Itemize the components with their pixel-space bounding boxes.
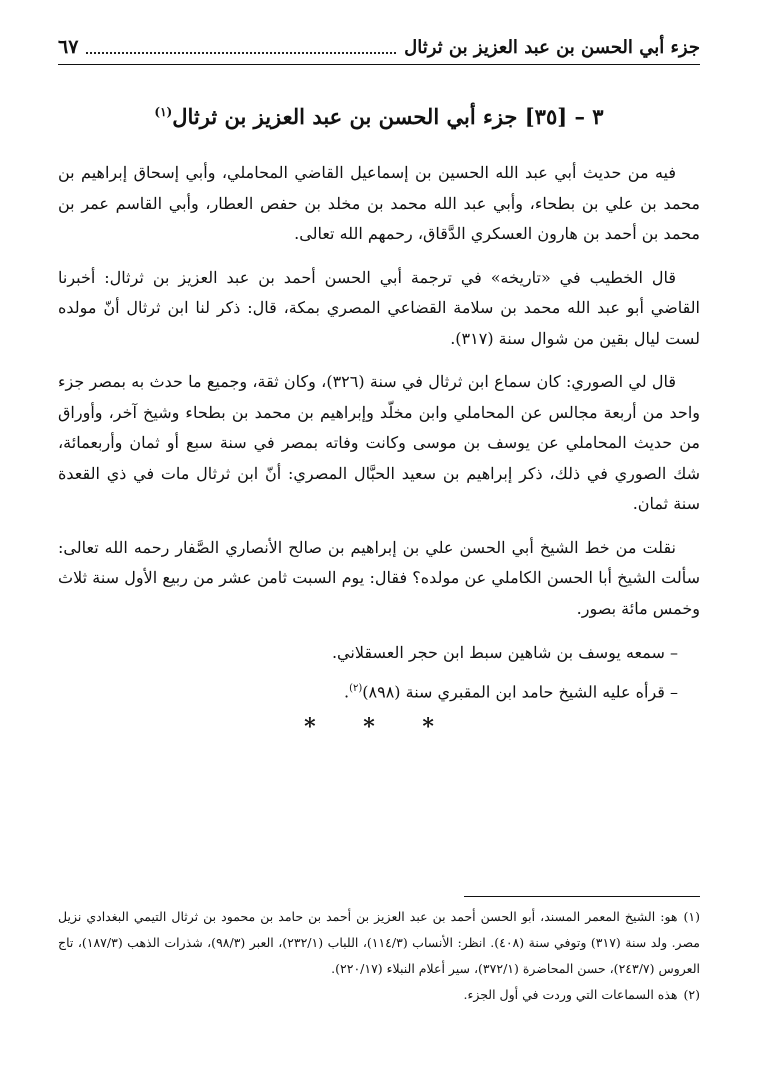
section-separator-stars: * * * [304,714,454,741]
running-header [58,30,700,65]
footnote-divider [464,896,700,897]
running-title: جزء أبي الحسن بن عبد العزيز بن ثرثال [404,36,700,58]
paragraph: فيه من حديث أبي عبد الله الحسين بن إسماعيل القاضي المحاملي، وأبي إسحاق إبراهيم بن محمد بن علي بن بطحاء، وأبي عبد الله محمد بن مخلد بن حفص العطار، وأبي القاسم عمر بن محمد بن أحمد بن هارون العسكري الدَّقاق، رحمهم الله تعالى. [58,163,700,243]
footnote-number: (٢) [683,987,700,1002]
footnote [58,982,700,1008]
footnote-text: هو: الشيخ المعمر المسند، أبو الحسن أحمد بن عبد العزيز بن أحمد بن حامد بن محمود بن ثرثال التيمي البغدادي نزيل مصر. ولد سنة (٣١٧) وتوفي سنة (٤٠٨). انظر: الأنساب (١١٤/٣)، اللباب (٢٣٢/١)، العبر (٩٨/٣)، شذرات الذهب (١٨٧/٣)، تاج العروس (٢٤٣/٧)، حسن المحاضرة (٣٧٢/١)، سير أعلام النبلاء (٢٢٠/١٧). [58,909,700,976]
body-text [58,158,700,743]
paragraph: نقلت من خط الشيخ أبي الحسن علي بن إبراهيم بن صالح الأنصاري الصَّفار رحمه الله تعالى: سألت الشيخ أبا الحسن الكاملي عن مولده؟ فقال: يوم السبت ثامن عشر من ربيع الأول سنة ثلاث وخمس مائة بصور. [58,537,700,618]
section-heading-text: ٣ – [٣٥] جزء أبي الحسن بن عبد العزيز بن ثرثال [172,104,604,129]
footnotes [58,904,700,1008]
footnote [58,904,700,982]
list-item [58,671,700,710]
page-number: ٦٧ [58,36,79,58]
section-heading [58,104,700,129]
footnote-number: (١) [683,909,700,924]
bullet-footnote-ref: (٢) [349,683,363,694]
list-item [58,635,700,671]
footnote-text: هذه السماعات التي وردت في أول الجزء. [463,987,678,1002]
heading-footnote-ref: (١) [154,105,173,119]
audition-list [58,635,700,710]
dot-leader [86,40,396,54]
list-item-text: – قرأه عليه الشيخ حامد ابن المقبري سنة (٨٩٨) [362,682,678,702]
paragraph: قال الخطيب في «تاريخه» في ترجمة أبي الحسن أحمد بن عبد العزيز بن ثرثال: أخبرنا القاضي أبو عبد الله محمد بن سلامة القضاعي المصري بمكة، قال: ذكر لنا ابن ثرثال أنّ مولده لست ليال بقين من شوال سنة (٣١٧). [58,267,700,348]
paragraph: قال لي الصوري: كان سماع ابن ثرثال في سنة (٣٢٦)، وكان ثقة، وجميع ما حدث به بمصر جزء واحد من أربعة مجالس عن المحاملي وابن مخلّد وإبراهيم بن محمد بن بطحاء وشيخ آخر، وأوراق من حديث المحاملي عن يوسف بن موسى وكانت وفاته بمصر في سنة سبع أو ثمان وأربعمائة، شك الصوري في ذلك، ذكر إبراهيم بن سعيد الحبَّال المصري: أنّ ابن ثرثال مات في ذي القعدة سنة ثمان. [58,372,700,513]
bullet-end: . [343,682,350,702]
list-item-text: – سمعه يوسف بن شاهين سبط ابن حجر العسقلاني. [331,643,678,662]
